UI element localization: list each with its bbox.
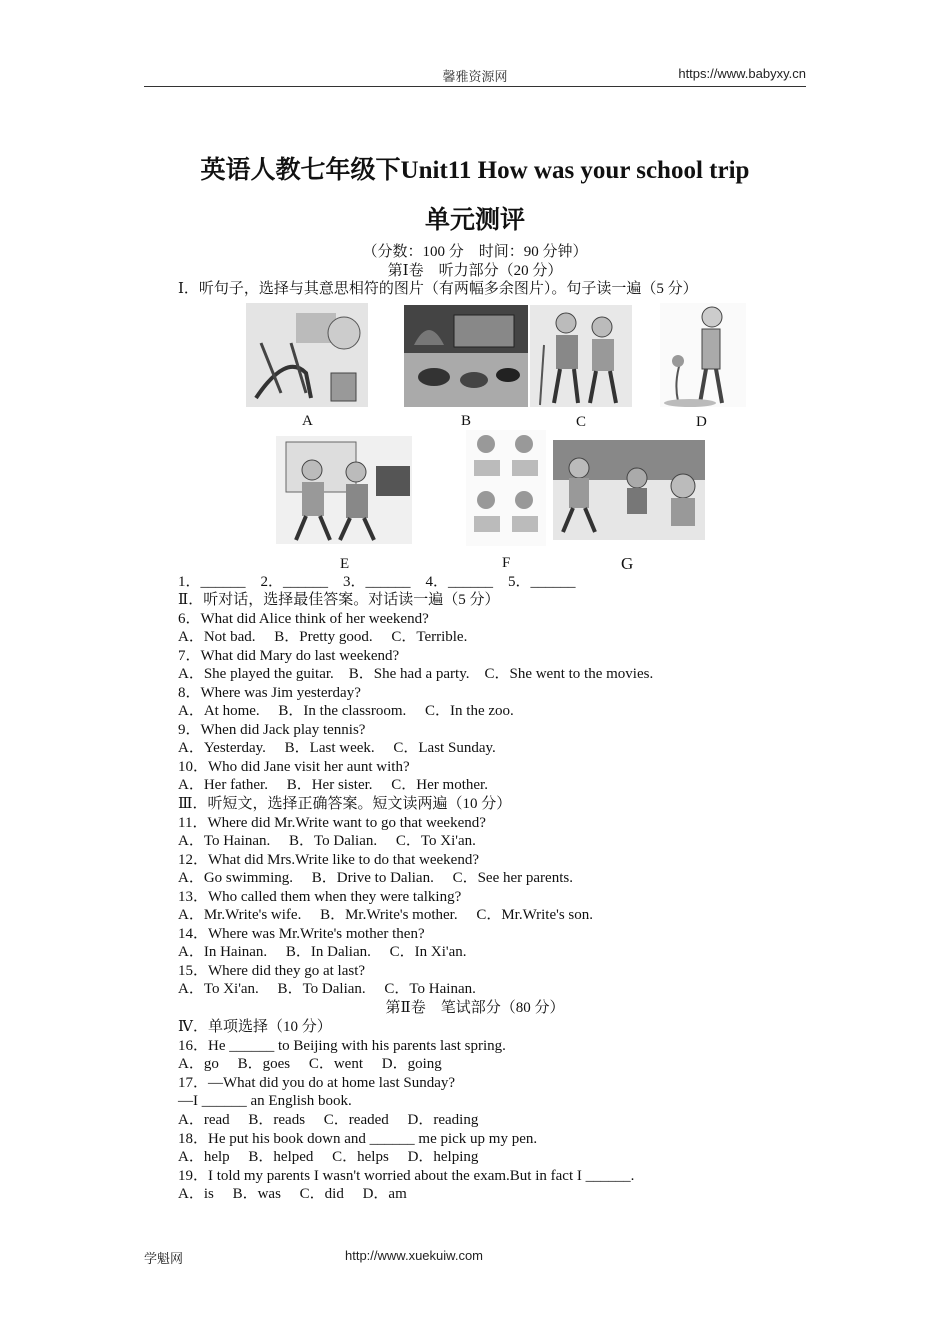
question-6: 6．What did Alice think of her weekend?: [178, 611, 429, 627]
footer-site-name: 学魁网: [144, 1252, 184, 1267]
question-7-options: A．She played the guitar. B．She had a party. C．She went to the movies.: [178, 666, 654, 682]
picture-c-label: C: [576, 414, 587, 430]
picture-a-label: A: [302, 413, 313, 429]
picture-a-image: [246, 303, 368, 407]
score-time-info: （分数：100 分 时间：90 分钟）: [362, 244, 588, 260]
question-17: 17．—What did you do at home last Sunday?: [178, 1075, 456, 1091]
section3-heading: Ⅲ．听短文，选择正确答案。短文读两遍（10 分）: [178, 796, 512, 812]
page-header: [144, 64, 806, 87]
question-19: 19．I told my parents I wasn't worried about the exam.But in fact I ______.: [178, 1168, 635, 1184]
answer-blanks-1-5: 1．______ 2．______ 3．______ 4．______ 5．______: [178, 574, 576, 590]
question-13-options: A．Mr.Write's wife. B．Mr.Write's mother. C．Mr.Write's son.: [178, 907, 594, 923]
question-12-options: A．Go swimming. B．Drive to Dalian. C．See her parents.: [178, 870, 573, 886]
picture-b-label: B: [461, 413, 472, 429]
question-10-options: A．Her father. B．Her sister. C．Her mother.: [178, 777, 488, 793]
doc-title: 英语人教七年级下Unit11 How was your school trip: [200, 157, 750, 184]
picture-d-label: D: [696, 414, 707, 430]
picture-f-label: F: [502, 555, 511, 571]
question-14-options: A．In Hainan. B．In Dalian. C．In Xi'an.: [178, 944, 467, 960]
question-17-response: —I ______ an English book.: [178, 1093, 352, 1109]
picture-e-image: [276, 436, 412, 544]
question-8-options: A．At home. B．In the classroom. C．In the zoo.: [178, 703, 514, 719]
question-18-options: A．help B．helped C．helps D．helping: [178, 1149, 479, 1165]
question-7: 7．What did Mary do last weekend?: [178, 648, 400, 664]
part1-title: 第Ⅰ卷 听力部分（20 分）: [387, 263, 563, 279]
picture-f-image: [466, 430, 546, 546]
question-17-options: A．read B．reads C．readed D．reading: [178, 1112, 479, 1128]
question-11: 11．Where did Mr.Write want to go that weekend?: [178, 815, 486, 831]
section2-heading: Ⅱ．听对话，选择最佳答案。对话读一遍（5 分）: [178, 592, 500, 608]
question-15-options: A．To Xi'an. B．To Dalian. C．To Hainan.: [178, 981, 476, 997]
footer-url[interactable]: http://www.xuekuiw.com: [345, 1248, 483, 1263]
section4-heading: Ⅳ．单项选择（10 分）: [178, 1019, 332, 1035]
question-8: 8．Where was Jim yesterday?: [178, 685, 361, 701]
question-10: 10．Who did Jane visit her aunt with?: [178, 759, 410, 775]
picture-g-label: G: [621, 554, 634, 573]
header-url[interactable]: https://www.babyxy.cn: [678, 66, 806, 81]
header-site-name: 馨雅资源网: [442, 70, 508, 85]
picture-b-image: [404, 305, 528, 407]
picture-e-label: E: [340, 556, 350, 572]
question-16: 16．He ______ to Beijing with his parents last spring.: [178, 1038, 506, 1054]
question-16-options: A．go B．goes C．went D．going: [178, 1056, 442, 1072]
question-12: 12．What did Mrs.Write like to do that weekend?: [178, 852, 479, 868]
question-9: 9．When did Jack play tennis?: [178, 722, 366, 738]
picture-d-image: [660, 303, 746, 407]
question-18: 18．He put his book down and ______ me pick up my pen.: [178, 1131, 538, 1147]
question-19-options: A．is B．was C．did D．am: [178, 1186, 407, 1202]
question-11-options: A．To Hainan. B．To Dalian. C．To Xi'an.: [178, 833, 476, 849]
picture-c-image: [530, 305, 632, 407]
picture-g-image: [553, 440, 705, 540]
section1-heading: Ⅰ．听句子，选择与其意思相符的图片（有两幅多余图片）。句子读一遍（5 分）: [178, 281, 698, 297]
part2-title: 第Ⅱ卷 笔试部分（80 分）: [385, 1000, 565, 1016]
question-13: 13．Who called them when they were talking?: [178, 889, 462, 905]
question-9-options: A．Yesterday. B．Last week. C．Last Sunday.: [178, 740, 496, 756]
doc-subtitle: 单元测评: [424, 207, 525, 234]
question-14: 14．Where was Mr.Write's mother then?: [178, 926, 425, 942]
question-15: 15．Where did they go at last?: [178, 963, 366, 979]
question-6-options: A．Not bad. B．Pretty good. C．Terrible.: [178, 629, 468, 645]
